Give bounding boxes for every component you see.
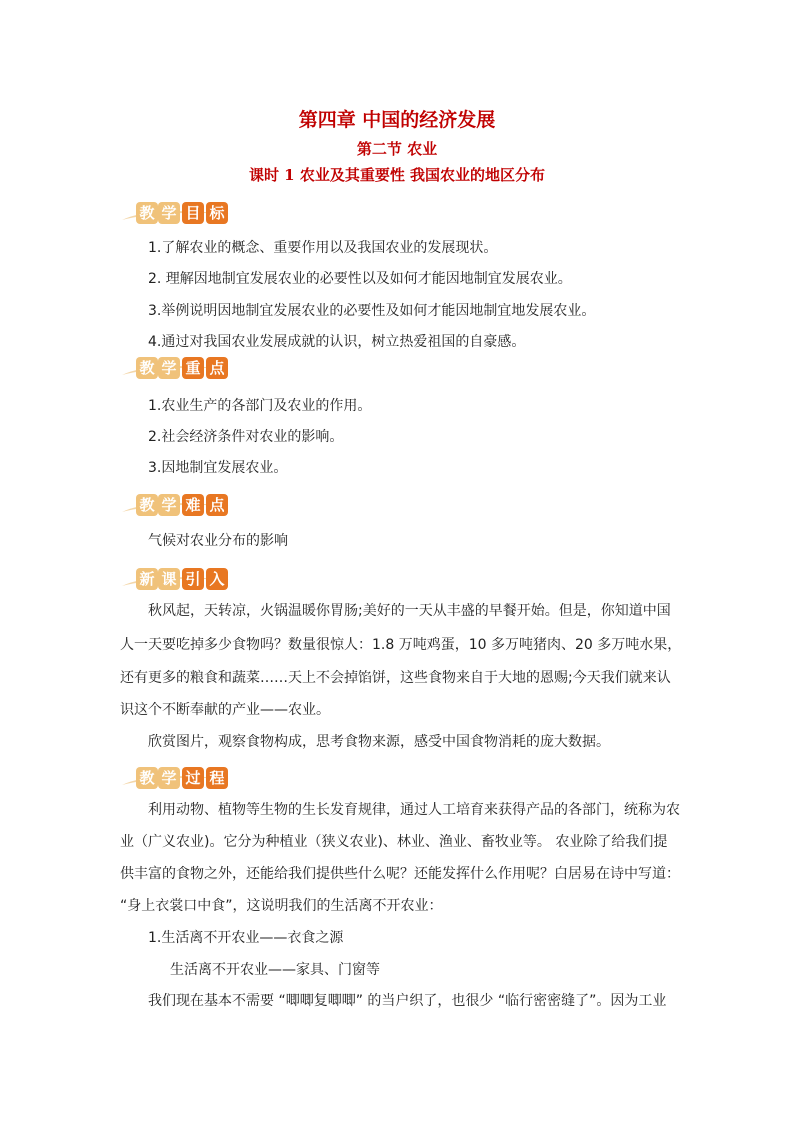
list-item: 1.农业生产的各部门及农业的作用。 [148,398,372,414]
heading-char: 标 [206,202,228,224]
paragraph-line: 秋风起，天转凉，火锅温暖你胃肠;美好的一天从丰盛的早餐开始。但是，你知道中国 [148,603,671,619]
list-item: 3.举例说明因地制宜发展农业的必要性及如何才能因地制宜地发展农业。 [148,303,596,319]
heading-char: 教 [136,357,158,379]
list-item: 2.社会经济条件对农业的影响。 [148,429,344,445]
list-item: 气候对农业分布的影响 [148,533,288,549]
section-title: 第二节 农业 [356,140,438,158]
paragraph-line: 我们现在基本不需要 “唧唧复唧唧” 的当户织了，也很少 “临行密密缝了”。因为工业 [148,993,667,1009]
objectives-heading [120,200,260,226]
heading-char: 程 [206,767,228,789]
heading-char: 教 [136,202,158,224]
paragraph-line: “身上衣裳口中食”，这说明我们的生活离不开农业： [120,898,443,914]
heading-char: 课 [158,568,180,590]
heading-char: 过 [182,767,204,789]
difficulties-heading [120,492,260,518]
heading-char: 引 [182,568,204,590]
list-item: 4.通过对我国农业发展成就的认识，树立热爱祖国的自豪感。 [148,334,526,350]
heading-char: 学 [158,202,180,224]
heading-char: 学 [158,494,180,516]
list-item: 1.了解农业的概念、重要作用以及我国农业的发展现状。 [148,240,498,256]
key-points-heading [120,355,260,381]
heading-char: 教 [136,494,158,516]
lesson-title: 课时 1 农业及其重要性 我国农业的地区分布 [248,166,546,184]
paragraph-line: 识这个不断奉献的产业——农业。 [120,702,330,718]
heading-char: 教 [136,767,158,789]
heading-char: 学 [158,767,180,789]
paragraph-line: 欣赏图片，观察食物构成，思考食物来源，感受中国食物消耗的庞大数据。 [148,734,610,750]
heading-char: 重 [182,357,204,379]
paragraph-line: 1.生活离不开农业——衣食之源 [148,930,344,946]
paragraph-line: 生活离不开农业——家具、门窗等 [170,962,380,978]
list-item: 3.因地制宜发展农业。 [148,460,288,476]
process-heading [120,765,260,791]
paragraph-line: 还有更多的粮食和蔬菜……天上不会掉馅饼，这些食物来自于大地的恩赐;今天我们就来认 [120,670,671,686]
paragraph-line: 供丰富的食物之外，还能给我们提供些什么呢？还能发挥什么作用呢？白居易在诗中写道： [120,866,680,882]
paragraph-line: 业（广义农业)。它分为种植业（狭义农业)、林业、渔业、畜牧业等。 农业除了给我们提 [120,834,668,850]
heading-char: 入 [206,568,228,590]
paragraph-line: 人一天要吃掉多少食物吗？数量很惊人：1.8 万吨鸡蛋，10 多万吨猪肉、20 多万吨水果， [120,637,682,653]
paragraph-line: 利用动物、植物等生物的生长发育规律，通过人工培育来获得产品的各部门，统称为农 [148,802,680,818]
intro-heading [120,566,260,592]
heading-char: 难 [182,494,204,516]
list-item: 2. 理解因地制宜发展农业的必要性以及如何才能因地制宜发展农业。 [148,271,572,287]
heading-char: 点 [206,357,228,379]
heading-char: 目 [182,202,204,224]
heading-char: 点 [206,494,228,516]
heading-char: 新 [136,568,158,590]
heading-char: 学 [158,357,180,379]
chapter-title: 第四章 中国的经济发展 [298,109,496,131]
